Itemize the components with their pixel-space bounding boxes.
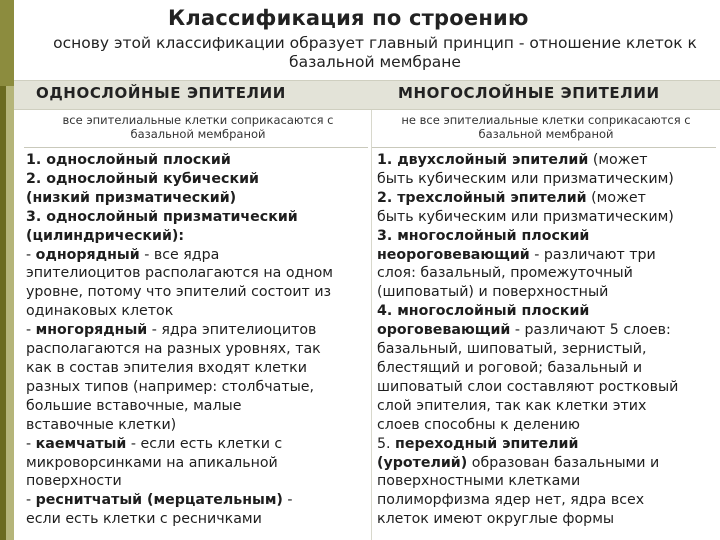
slide-title: Классификация по строению bbox=[168, 6, 529, 30]
left-column-heading: ОДНОСЛОЙНЫЕ ЭПИТЕЛИИ bbox=[36, 84, 286, 102]
bold-text: (низкий призматический) bbox=[26, 189, 237, 206]
bold-text: 1. двухслойный эпителий bbox=[377, 152, 589, 168]
left-body-line bbox=[26, 397, 370, 416]
bold-text: 2. однослойный кубический bbox=[26, 170, 259, 187]
left-body-line bbox=[26, 227, 370, 246]
right-column-rule bbox=[372, 147, 716, 148]
right-body-line bbox=[377, 510, 720, 529]
text: - ядра эпителиоцитов bbox=[147, 322, 317, 339]
right-body-line bbox=[377, 302, 720, 321]
bold-text: (цилиндрический): bbox=[26, 227, 185, 244]
text: 5. bbox=[377, 435, 396, 452]
text: как в состав эпителия входят клетки bbox=[26, 359, 307, 376]
text: - bbox=[26, 435, 36, 452]
left-body-line bbox=[26, 283, 370, 302]
text: клеток имеют округлые формы bbox=[377, 511, 615, 528]
right-body-line bbox=[377, 454, 720, 473]
bold-text: 3. однослойный призматический bbox=[26, 208, 298, 225]
text: (может bbox=[588, 152, 648, 168]
right-body-line bbox=[377, 397, 720, 416]
text: полиморфизма ядер нет, ядра всех bbox=[377, 492, 645, 509]
left-column-body bbox=[26, 151, 370, 529]
text: - bbox=[26, 246, 36, 263]
left-body-line bbox=[26, 151, 370, 170]
left-column-note: все эпителиальные клетки соприкасаются с базальной мембраной bbox=[62, 113, 334, 141]
left-body-line bbox=[26, 321, 370, 340]
text: располагаются на разных уровнях, так bbox=[26, 341, 321, 358]
bold-text: 2. трехслойный эпителий bbox=[377, 189, 587, 206]
right-body-line bbox=[377, 170, 720, 189]
left-column-rule bbox=[24, 147, 368, 148]
text: - различают 5 слоев: bbox=[510, 322, 671, 339]
right-body-line bbox=[377, 321, 720, 340]
text: - bbox=[282, 492, 293, 509]
text: если есть клетки с ресничками bbox=[26, 511, 262, 528]
bold-text: (уротелий) bbox=[377, 454, 468, 471]
text: (шиповатый) и поверхностный bbox=[377, 284, 609, 301]
bold-text: неороговевающий bbox=[377, 246, 530, 263]
text: слоя: базальный, промежуточный bbox=[377, 265, 633, 282]
left-body-line bbox=[26, 208, 370, 227]
left-body-line bbox=[26, 416, 370, 435]
text: быть кубическим или призматическим) bbox=[377, 208, 674, 225]
text: - различают три bbox=[529, 246, 656, 263]
right-column-note: не все эпителиальные клетки соприкасаются с базальной мембраной bbox=[401, 113, 691, 141]
left-body-line bbox=[26, 510, 370, 529]
bold-text: 1. однослойный плоский bbox=[26, 152, 231, 168]
right-column-body bbox=[377, 151, 720, 529]
text: - bbox=[26, 322, 36, 339]
right-body-line bbox=[377, 378, 720, 397]
column-divider bbox=[371, 110, 372, 540]
right-body-line bbox=[377, 359, 720, 378]
text: быть кубическим или призматическим) bbox=[377, 170, 674, 187]
right-body-line bbox=[377, 472, 720, 491]
text: - если есть клетки с bbox=[126, 435, 283, 452]
bold-text: каемчатый bbox=[35, 435, 127, 452]
text: уровне, потому что эпителий состоит из bbox=[26, 284, 332, 301]
left-body-line bbox=[26, 378, 370, 397]
bold-text: реснитчатый (мерцательным) bbox=[35, 492, 283, 509]
bold-text: многорядный bbox=[35, 322, 148, 339]
left-body-line bbox=[26, 435, 370, 454]
sidebar-accent-block bbox=[0, 0, 14, 86]
left-body-line bbox=[26, 454, 370, 473]
text: разных типов (например: столбчатые, bbox=[26, 378, 315, 395]
bold-text: 4. многослойный плоский bbox=[377, 303, 590, 320]
right-body-line bbox=[377, 264, 720, 283]
left-body-line bbox=[26, 302, 370, 321]
left-body-line bbox=[26, 340, 370, 359]
text: микроворсинками на апикальной bbox=[26, 454, 278, 471]
text: блестящий и роговой; базальный и bbox=[377, 359, 643, 376]
left-body-line bbox=[26, 246, 370, 265]
left-body-line bbox=[26, 359, 370, 378]
left-body-line bbox=[26, 472, 370, 491]
right-body-line bbox=[377, 151, 720, 170]
right-body-line bbox=[377, 227, 720, 246]
text: - bbox=[26, 492, 36, 509]
text: эпителиоцитов располагаются на одном bbox=[26, 265, 333, 282]
text: слой эпителия, так как клетки этих bbox=[377, 397, 647, 414]
text: слоев способны к делению bbox=[377, 416, 580, 433]
text: (может bbox=[586, 189, 646, 206]
right-body-line bbox=[377, 208, 720, 227]
text: одинаковых клеток bbox=[26, 303, 174, 320]
left-body-line bbox=[26, 189, 370, 208]
left-body-line bbox=[26, 264, 370, 283]
right-body-line bbox=[377, 340, 720, 359]
bold-text: переходный эпителий bbox=[395, 435, 579, 452]
right-body-line bbox=[377, 246, 720, 265]
text: шиповатый слои составляют ростковый bbox=[377, 378, 679, 395]
text: - все ядра bbox=[139, 246, 220, 263]
bold-text: 3. многослойный плоский bbox=[377, 227, 590, 244]
text: поверхности bbox=[26, 473, 122, 490]
left-body-line bbox=[26, 170, 370, 189]
right-body-line bbox=[377, 435, 720, 454]
right-column-heading: МНОГОСЛОЙНЫЕ ЭПИТЕЛИИ bbox=[398, 84, 660, 102]
right-body-line bbox=[377, 416, 720, 435]
text: поверхностными клетками bbox=[377, 473, 581, 490]
bold-text: однорядный bbox=[35, 246, 140, 263]
right-body-line bbox=[377, 189, 720, 208]
right-body-line bbox=[377, 491, 720, 510]
text: образован базальными и bbox=[467, 454, 660, 471]
slide-subtitle: основу этой классификации образует главный принцип - отношение клеток к базальной мембране bbox=[53, 34, 697, 71]
text: вставочные клетки) bbox=[26, 416, 177, 433]
bold-text: ороговевающий bbox=[377, 322, 511, 339]
left-body-line bbox=[26, 491, 370, 510]
right-body-line bbox=[377, 283, 720, 302]
text: базальный, шиповатый, зернистый, bbox=[377, 341, 647, 358]
text: большие вставочные, малые bbox=[26, 397, 242, 414]
